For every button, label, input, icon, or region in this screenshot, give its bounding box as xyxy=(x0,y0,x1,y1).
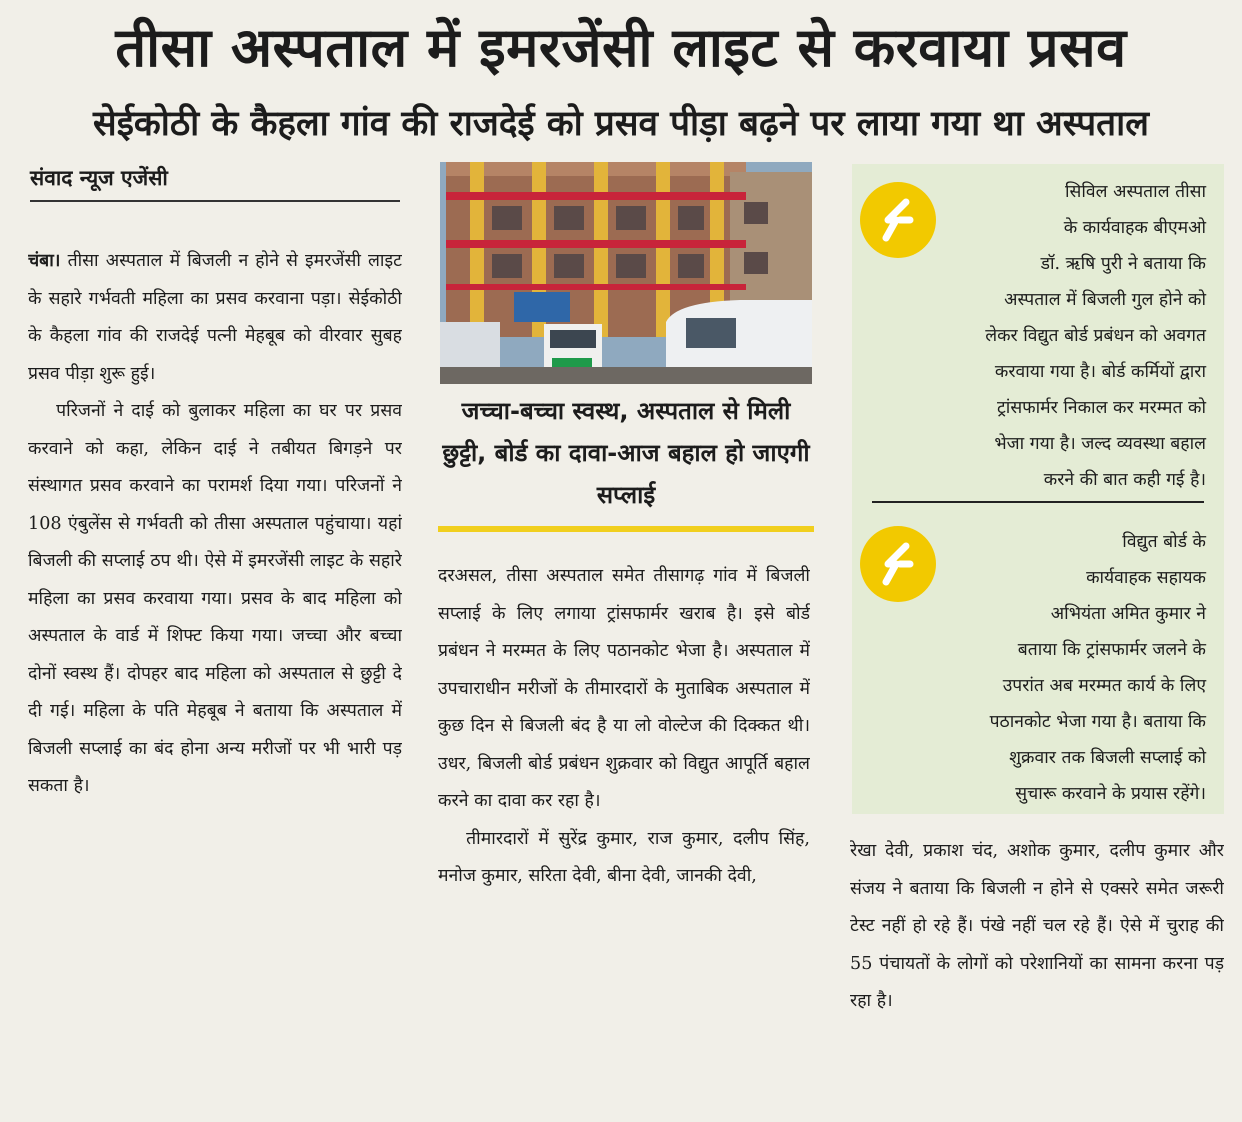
quote-line: ट्रांसफार्मर निकाल कर मरम्मत को xyxy=(996,398,1206,418)
body-paragraph: रेखा देवी, प्रकाश चंद, अशोक कुमार, दलीप कुमार और संजय ने बताया कि बिजली न होने से एक्सरे समेत जरूरी टेस्ट नहीं हो रहे हैं। पंखे नहीं चल रहे हैं। ऐसे में चुराह की 55 पंचायतों के लोगों को परेशानियों का सामना करना पड़ रहा है। xyxy=(850,841,1224,1011)
byline: संवाद न्यूज एजेंसी xyxy=(30,160,400,202)
quote-line: लेकर विद्युत बोर्ड प्रबंधन को अवगत xyxy=(985,326,1206,346)
article-column-2 xyxy=(438,558,810,1114)
quote-line: के कार्यवाहक बीएमओ xyxy=(1063,218,1206,238)
article-column-3 xyxy=(850,833,1224,1115)
quote-line: पठानकोट भेजा गया है। बताया कि xyxy=(989,712,1206,732)
photo-caption: जच्चा-बच्चा स्वस्थ, अस्पताल से मिली छुट्टी, बोर्ड का दावा-आज बहाल हो जाएगी सप्लाई xyxy=(438,390,814,532)
subheadline: सेईकोठी के कैहला गांव की राजदेई को प्रसव पीड़ा बढ़ने पर लाया गया था अस्पताल xyxy=(93,104,1149,144)
official-quote xyxy=(852,170,1224,490)
quote-line: बताया कि ट्रांसफार्मर जलने के xyxy=(1017,640,1206,660)
body-paragraph xyxy=(28,242,402,393)
quote-line: सिविल अस्पताल तीसा xyxy=(1065,182,1206,202)
quote-line: अस्पताल में बिजली गुल होने को xyxy=(1004,290,1206,310)
quote-line: करवाया गया है। बोर्ड कर्मियों द्वारा xyxy=(994,362,1206,382)
quote-divider xyxy=(872,501,1204,503)
article-column-1 xyxy=(28,242,402,1112)
headline: तीसा अस्पताल में इमरजेंसी लाइट से करवाया प्रसव xyxy=(115,16,1127,79)
quote-text xyxy=(866,174,1206,498)
body-paragraph: दरअसल, तीसा अस्पताल समेत तीसागढ़ गांव में बिजली सप्लाई के लिए लगाया ट्रांसफार्मर खराब है। इसे बोर्ड प्रबंधन ने मरम्मत के लिए पठानकोट भेजा है। अस्पताल में उपचाराधीन मरीजों के तीमारदारों के मुताबिक अस्पताल में कुछ दिन से बिजली बंद है या लो वोल्टेज की दिक्कत थी। उधर, बिजली बोर्ड प्रबंधन शुक्रवार को विद्युत आपूर्ति बहाल करने का दावा कर रहा है। xyxy=(438,566,810,811)
quote-line: भेजा गया है। जल्द व्यवस्था बहाल xyxy=(994,434,1206,454)
hospital-photo xyxy=(440,162,812,384)
quote-line: करने की बात कही गई है। xyxy=(1043,470,1206,490)
quote-sidebar xyxy=(852,164,1224,814)
quote-line: सुचारू करवाने के प्रयास रहेंगे। xyxy=(1015,784,1206,804)
paragraph-text: तीसा अस्पताल में बिजली न होने से इमरजेंसी लाइट के सहारे गर्भवती महिला का प्रसव करवाना पड़ा। सेईकोठी के कैहला गांव की राजदेई पत्नी मेहबूब को वीरवार सुबह प्रसव पीड़ा शुरू हुई। xyxy=(28,251,402,384)
quote-line: उपरांत अब मरम्मत कार्य के लिए xyxy=(1002,676,1206,696)
official-quote xyxy=(852,520,1224,810)
dateline: चंबा। xyxy=(28,250,61,271)
body-paragraph: परिजनों ने दाई को बुलाकर महिला का घर पर प्रसव करवाने को कहा, लेकिन दाई ने तबीयत बिगड़ने पर संस्थागत प्रसव करवाने का परामर्श दिया गया। परिजनों ने 108 एंबुलेंस से गर्भवती को तीसा अस्पताल पहुंचाया। यहां बिजली की सप्लाई ठप थी। ऐसे में इमरजेंसी लाइट के सहारे महिला का प्रसव करवाया गया। प्रसव के बाद महिला को अस्पताल के वार्ड में शिफ्ट किया गया। जच्चा और बच्चा दोनों स्वस्थ हैं। दोपहर बाद महिला को अस्पताल से छुट्टी दे दी गई। महिला के पति मेहबूब ने बताया कि अस्पताल में बिजली सप्लाई का बंद होना अन्य मरीजों पर भी भारी पड़ सकता है। xyxy=(28,401,402,796)
quote-text xyxy=(866,524,1206,812)
quote-line: अभियंता अमित कुमार ने xyxy=(1050,604,1206,624)
quote-line: कार्यवाहक सहायक xyxy=(1086,568,1206,588)
quote-line: डॉ. ऋषि पुरी ने बताया कि xyxy=(1040,254,1206,274)
quote-line: विद्युत बोर्ड के xyxy=(1122,532,1206,552)
quote-line: शुक्रवार तक बिजली सप्लाई को xyxy=(1009,748,1206,768)
body-paragraph: तीमारदारों में सुरेंद्र कुमार, राज कुमार, दलीप सिंह, मनोज कुमार, सरिता देवी, बीना देवी, जानकी देवी, xyxy=(438,828,810,886)
